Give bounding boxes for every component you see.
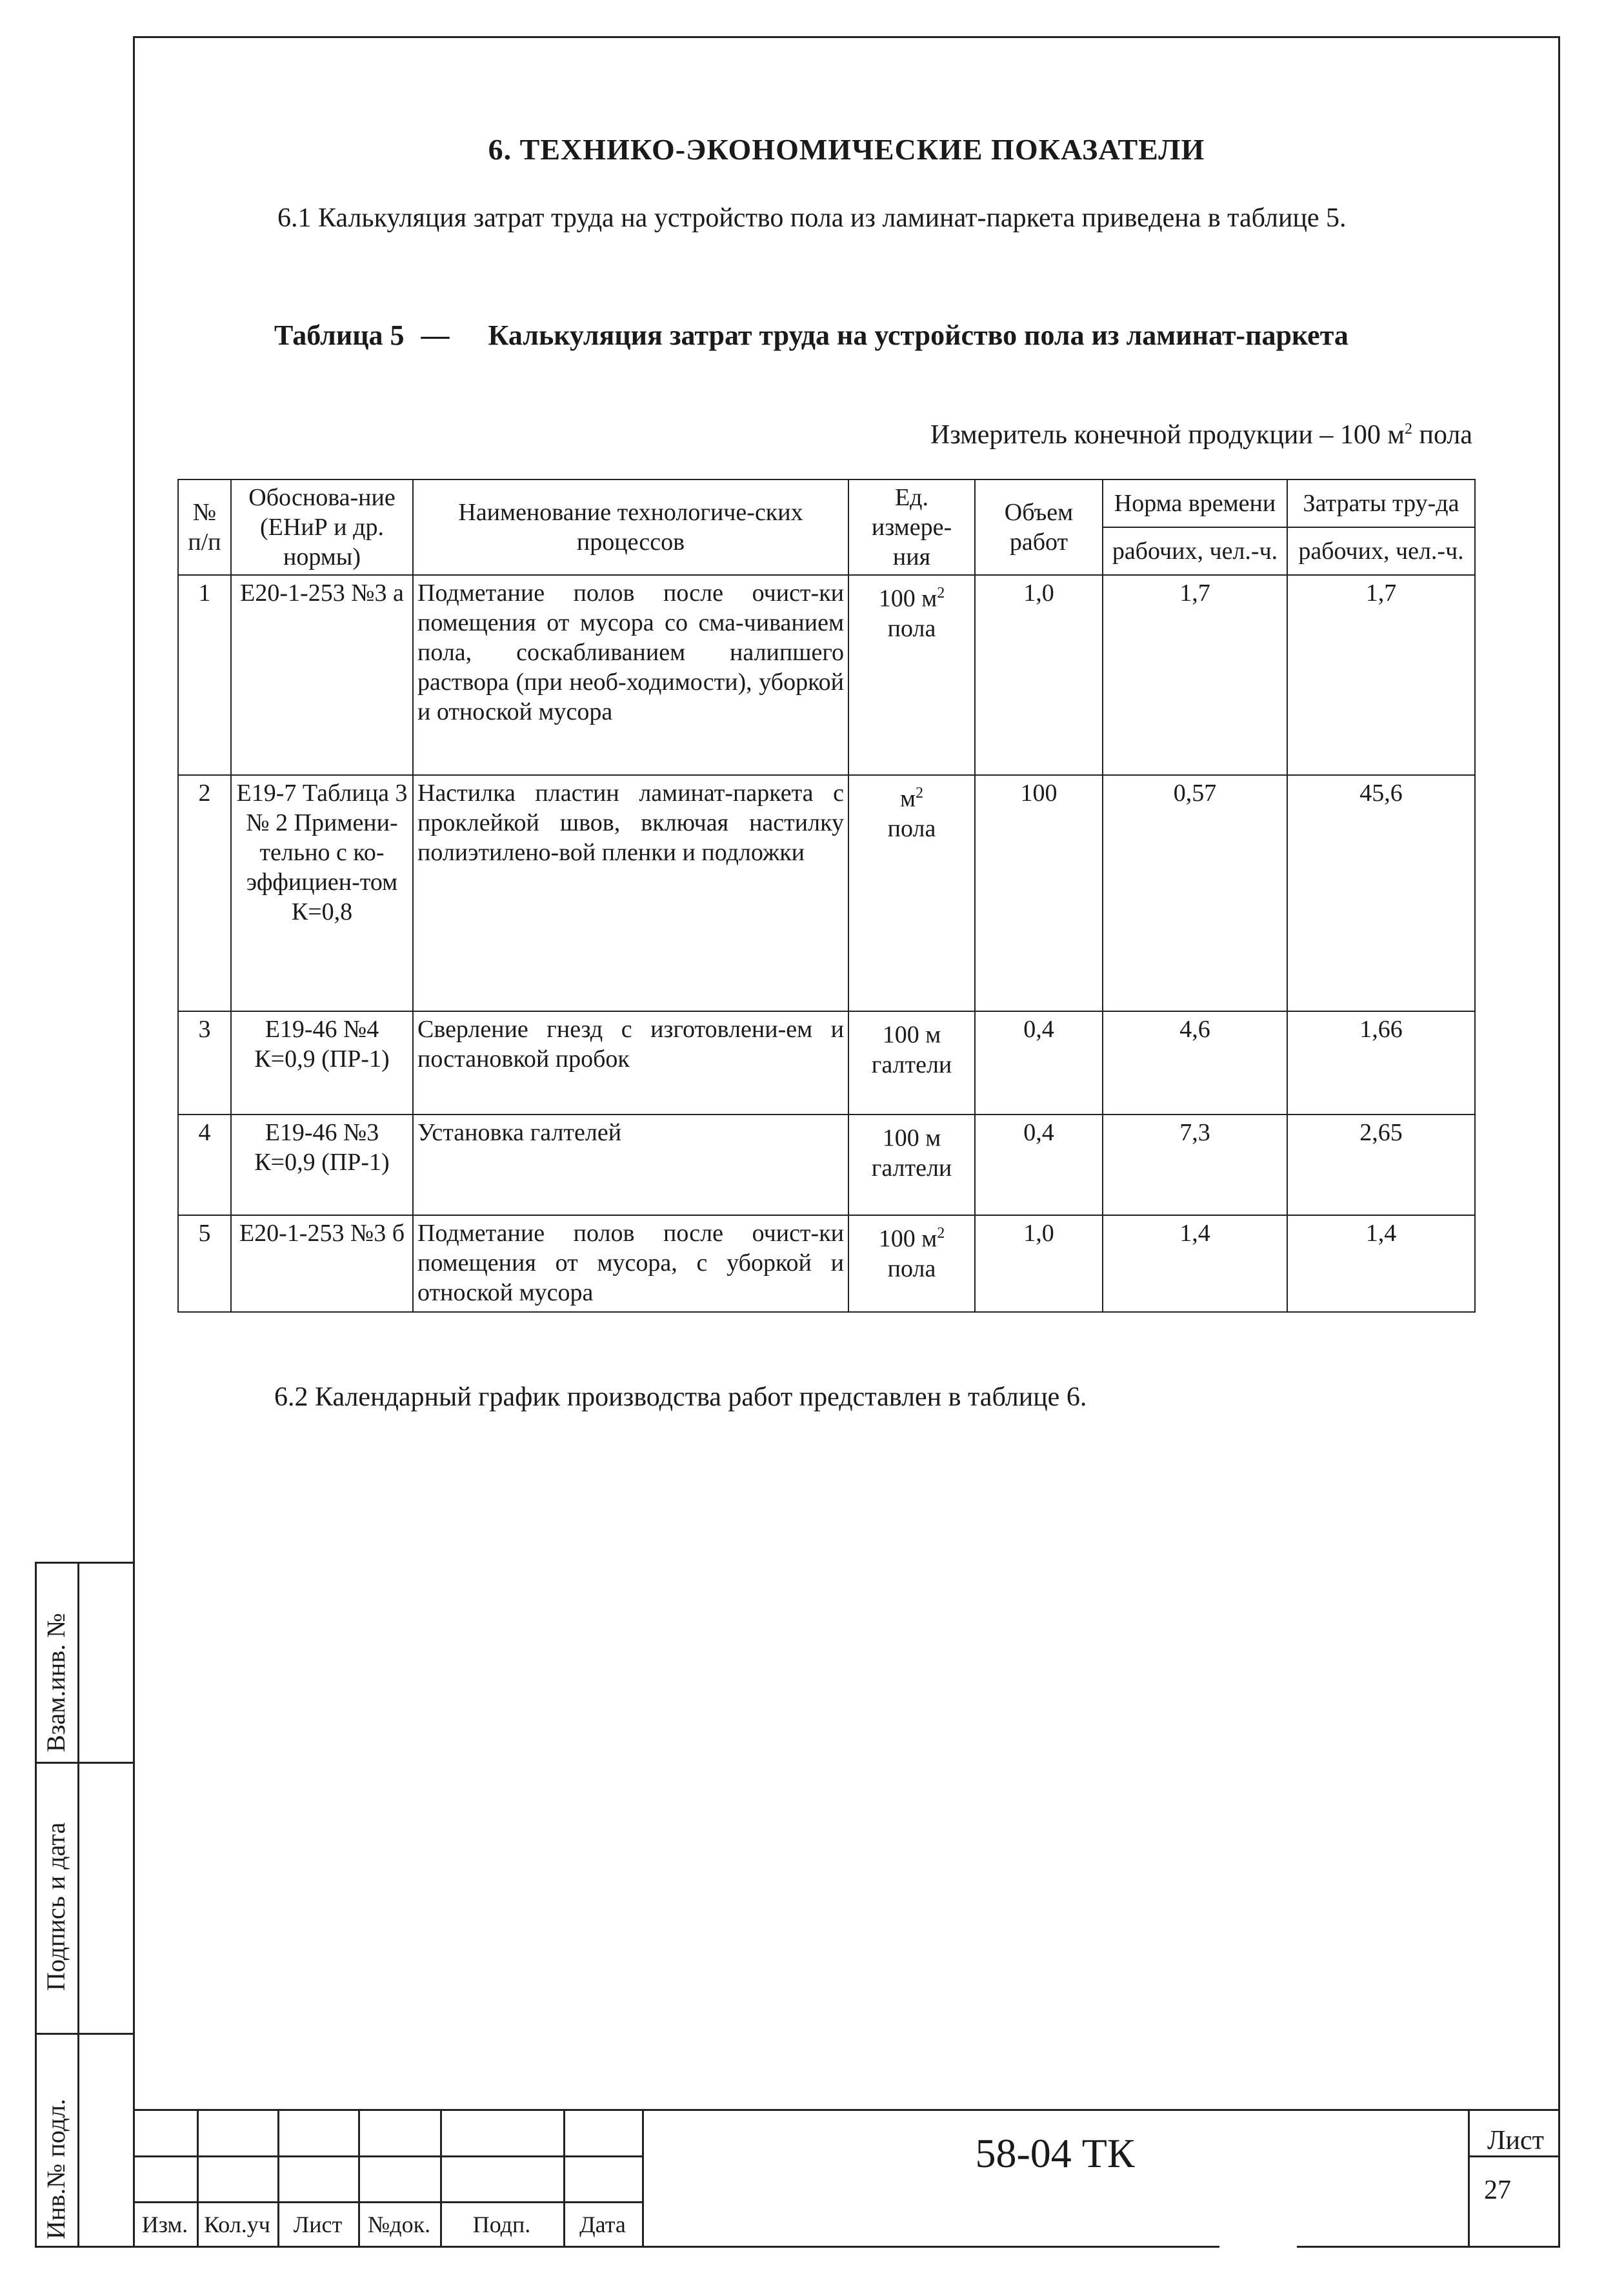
paragraph-6-1: 6.1 Калькуляция затрат труда на устройство пола из ламинат-паркета приведена в таблице 5. xyxy=(277,203,1347,233)
row-process-name: Установка галтелей xyxy=(413,1115,848,1215)
title-block-row-line xyxy=(133,2201,643,2203)
unit-main: 100 м xyxy=(878,1225,937,1253)
row-process-name: Сверление гнезд с изготовлени-ем и постановкой пробок xyxy=(413,1011,848,1115)
unit-power: 2 xyxy=(916,785,924,802)
title-block-col-line xyxy=(642,2109,644,2248)
side-label-inv: Инв.№ подл. xyxy=(41,2099,70,2239)
row-norm: 7,3 xyxy=(1103,1115,1287,1215)
row-num: 3 xyxy=(178,1011,231,1115)
row-unit xyxy=(848,575,975,775)
header-basis: Обоснова-ние (ЕНиР и др. нормы) xyxy=(231,479,413,575)
unit-object: галтели xyxy=(871,1154,952,1182)
measure-tail: пола xyxy=(1412,420,1472,450)
row-labor: 45,6 xyxy=(1287,775,1475,1011)
row-volume: 1,0 xyxy=(975,575,1103,775)
row-norm: 1,7 xyxy=(1103,575,1287,775)
tb-label-podp: Подп. xyxy=(472,2212,531,2237)
table-row xyxy=(178,575,1475,775)
paragraph-6-2: 6.2 Календарный график производства работ представлен в таблице 6. xyxy=(274,1382,1087,1412)
side-stamp-divider xyxy=(77,1562,79,2248)
table-row xyxy=(178,775,1475,1011)
row-basis: Е19-7 Таблица 3 № 2 Примени-тельно с ко-эффициен-том К=0,8 xyxy=(231,775,413,1011)
header-labor: Затраты тру-да xyxy=(1287,479,1475,527)
row-volume: 0,4 xyxy=(975,1011,1103,1115)
row-process-name: Подметание полов после очист-ки помещения от мусора, с уборкой и отноской мусора xyxy=(413,1215,848,1312)
row-labor: 1,7 xyxy=(1287,575,1475,775)
tb-label-izm: Изм. xyxy=(141,2212,188,2237)
row-norm: 1,4 xyxy=(1103,1215,1287,1312)
row-labor: 1,66 xyxy=(1287,1011,1475,1115)
row-labor: 1,4 xyxy=(1287,1215,1475,1312)
header-num: № п/п xyxy=(178,479,231,575)
sheet-label: Лист xyxy=(1487,2126,1544,2155)
measure-text: Измеритель конечной продукции – 100 м xyxy=(930,420,1405,450)
row-num: 2 xyxy=(178,775,231,1011)
unit-power: 2 xyxy=(937,1225,945,1242)
table-row xyxy=(178,1215,1475,1312)
header-norm: Норма времени xyxy=(1103,479,1287,527)
row-process-name: Подметание полов после очист-ки помещения от мусора со сма-чиванием пола, соскабливанием налипшего раствора (при необ-ходимости), уборкой и отноской мусора xyxy=(413,575,848,775)
side-stamp-separator xyxy=(35,1762,133,1764)
caption-dash: — xyxy=(421,319,450,351)
title-block-col-line xyxy=(1468,2109,1470,2248)
header-labor-sub: рабочих, чел.-ч. xyxy=(1287,527,1475,575)
row-volume: 1,0 xyxy=(975,1215,1103,1312)
row-labor: 2,65 xyxy=(1287,1115,1475,1215)
header-volume: Объем работ xyxy=(975,479,1103,575)
row-basis: Е19-46 №3 К=0,9 (ПР-1) xyxy=(231,1115,413,1215)
side-label-vzam: Взам.инв. № xyxy=(41,1613,70,1752)
labor-cost-table xyxy=(177,479,1476,1313)
row-norm: 0,57 xyxy=(1103,775,1287,1011)
unit-main: 100 м xyxy=(882,1021,941,1049)
unit-object: пола xyxy=(887,814,936,842)
row-unit xyxy=(848,1115,975,1215)
row-num: 5 xyxy=(178,1215,231,1312)
tb-label-data: Дата xyxy=(579,2212,626,2237)
row-unit xyxy=(848,1011,975,1115)
unit-object: галтели xyxy=(871,1051,952,1078)
caption-text: Калькуляция затрат труда на устройство пола из ламинат-паркета xyxy=(488,319,1348,351)
unit-object: пола xyxy=(887,1255,936,1282)
row-basis: Е20-1-253 №3 а xyxy=(231,575,413,775)
row-unit xyxy=(848,775,975,1011)
row-num: 4 xyxy=(178,1115,231,1215)
header-process-name: Наименование технологиче-ских процессов xyxy=(413,479,848,575)
tb-label-ndok: №док. xyxy=(367,2212,431,2237)
row-process-name: Настилка пластин ламинат-паркета с проклейкой швов, включая настилку полиэтилено-вой пленки и подложки xyxy=(413,775,848,1011)
unit-main: м xyxy=(899,785,916,812)
tb-label-list: Лист xyxy=(293,2212,343,2237)
unit-main: 100 м xyxy=(882,1124,941,1152)
row-volume: 100 xyxy=(975,775,1103,1011)
header-norm-sub: рабочих, чел.-ч. xyxy=(1103,527,1287,575)
section-heading: 6. ТЕХНИКО-ЭКОНОМИЧЕСКИЕ ПОКАЗАТЕЛИ xyxy=(488,133,1205,166)
side-label-podpis: Подпись и дата xyxy=(41,1822,70,1991)
caption-label: Таблица 5 xyxy=(274,319,405,351)
tb-label-kolvo: Кол.уч xyxy=(204,2212,270,2237)
unit-main: 100 м xyxy=(878,585,937,612)
side-stamp-separator xyxy=(35,2033,133,2035)
header-unit: Ед. измере-ния xyxy=(848,479,975,575)
row-unit xyxy=(848,1215,975,1312)
table-row xyxy=(178,1115,1475,1215)
unit-power: 2 xyxy=(937,585,945,601)
row-basis: Е20-1-253 №3 б xyxy=(231,1215,413,1312)
measure-note xyxy=(930,419,1472,450)
row-volume: 0,4 xyxy=(975,1115,1103,1215)
title-block-row-line xyxy=(133,2155,643,2157)
unit-object: пола xyxy=(887,614,936,642)
document-code: 58-04 ТК xyxy=(975,2130,1135,2176)
frame-gap xyxy=(1219,2243,1297,2251)
row-basis: Е19-46 №4 К=0,9 (ПР-1) xyxy=(231,1011,413,1115)
table-caption xyxy=(174,303,1478,368)
sheet-number: 27 xyxy=(1484,2175,1511,2205)
row-norm: 4,6 xyxy=(1103,1011,1287,1115)
title-block-top xyxy=(133,2109,1560,2111)
measure-sup: 2 xyxy=(1404,421,1412,438)
row-num: 1 xyxy=(178,575,231,775)
table-row xyxy=(178,1011,1475,1115)
